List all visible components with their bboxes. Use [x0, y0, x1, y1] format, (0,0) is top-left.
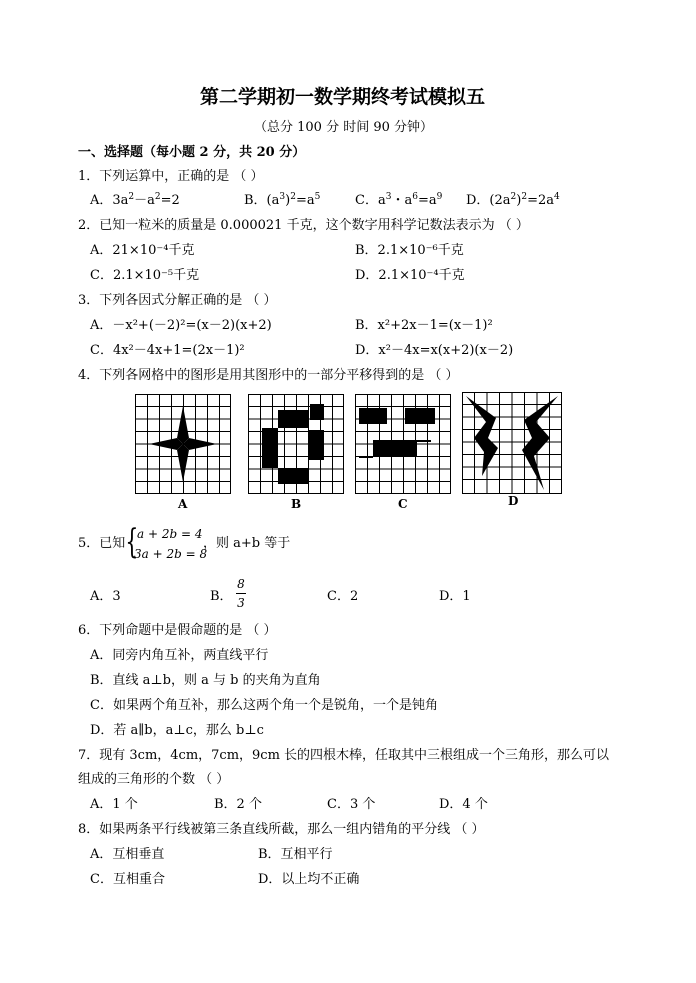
q5-stem-suffix: ，则 a+b 等于	[203, 536, 291, 551]
q5-option-a: A．3	[90, 589, 121, 604]
q3-stem: 3．下列各因式分解正确的是 （ ）	[78, 293, 277, 308]
q3-option-c: C．4x²－4x+1=(2x－1)²	[90, 343, 245, 358]
q1-option-d: D．$(2a^2)^2=2a^4$	[466, 192, 560, 208]
q1-option-c: C．$a^3$・$a^6=a^9$	[355, 192, 443, 208]
q5-equation-1: a + 2b = 4	[137, 527, 203, 541]
q6-stem: 6．下列命题中是假命题的是 （ ）	[78, 623, 277, 638]
q7-stem-line-2: 组成的三角形的个数 （ ）	[78, 772, 230, 787]
q5-stem-prefix: 5．已知	[78, 536, 126, 551]
grid-caption-c: C	[398, 497, 408, 511]
grid-figure-b	[248, 394, 344, 494]
q4-stem: 4．下列各网格中的图形是用其图形中的一部分平移得到的是 （ ）	[78, 368, 459, 383]
q2-option-b: B．2.1×10⁻⁶千克	[355, 243, 464, 258]
q2-stem: 2．已知一粒米的质量是 0.000021 千克，这个数字用科学记数法表示为 （ ）	[78, 218, 529, 233]
grid-caption-b: B	[291, 497, 302, 511]
q5-equation-2: 3a + 2b = 8	[134, 547, 208, 561]
q7-option-c: C．3 个	[327, 797, 376, 812]
q6-option-a: A．同旁内角互补，两直线平行	[90, 648, 269, 663]
q8-option-a: A．互相垂直	[90, 847, 165, 862]
q7-stem-line-1: 7．现有 3cm，4cm，7cm，9cm 长的四根木棒，任取其中三根组成一个三角形，那么可以	[78, 748, 610, 763]
fraction-bar	[236, 593, 246, 594]
q3-option-a: A．－x²+(－2)²=(x－2)(x+2)	[90, 318, 272, 333]
q6-option-b: B．直线 a⊥b，则 a 与 b 的夹角为直角	[90, 673, 321, 688]
q8-stem: 8．如果两条平行线被第三条直线所截，那么一组内错角的平分线 （ ）	[78, 822, 485, 837]
q2-option-c: C．2.1×10⁻⁵千克	[90, 268, 200, 283]
system-brace: {	[125, 522, 139, 562]
q5-option-d: D．1	[439, 589, 471, 604]
page-title: 第二学期初一数学期终考试模拟五	[200, 86, 486, 108]
q3-option-b: B．x²+2x－1=(x－1)²	[355, 318, 493, 333]
grid-figure-d	[462, 392, 562, 494]
exam-info: （总分 100 分 时间 90 分钟）	[254, 120, 434, 135]
fraction-denominator: 3	[237, 596, 245, 610]
q6-option-c: C．如果两个角互补，那么这两个角一个是锐角，一个是钝角	[90, 698, 438, 713]
q5-option-c: C．2	[327, 589, 359, 604]
section-heading: 一、选择题（每小题 2 分，共 20 分）	[78, 145, 306, 160]
q7-option-d: D．4 个	[439, 797, 488, 812]
q8-option-b: B．互相平行	[258, 847, 333, 862]
grid-figure-c	[355, 394, 451, 494]
q8-option-d: D．以上均不正确	[258, 872, 360, 887]
q7-option-b: B．2 个	[214, 797, 262, 812]
fraction-numerator: 8	[237, 577, 245, 591]
q7-option-a: A．1 个	[90, 797, 138, 812]
q2-option-a: A．21×10⁻⁴千克	[90, 243, 195, 258]
q6-option-d: D．若 a∥b，a⊥c，那么 b⊥c	[90, 723, 264, 738]
grid-figure-a	[135, 394, 231, 494]
q5-option-b-fraction	[236, 577, 246, 610]
q1-option-a: A．$3a^2-a^2=2$	[90, 192, 180, 208]
q5-option-b: B．	[210, 589, 233, 604]
grid-caption-d: D	[508, 494, 519, 508]
q2-option-d: D．2.1×10⁻⁴千克	[355, 268, 465, 283]
q8-option-c: C．互相重合	[90, 872, 165, 887]
grid-caption-a: A	[178, 497, 188, 511]
q1-option-b: B．$(a^3)^2=a^5$	[244, 192, 321, 208]
q3-option-d: D．x²－4x=x(x+2)(x－2)	[355, 343, 514, 358]
q1-stem: 1．下列运算中，正确的是 （ ）	[78, 169, 264, 184]
